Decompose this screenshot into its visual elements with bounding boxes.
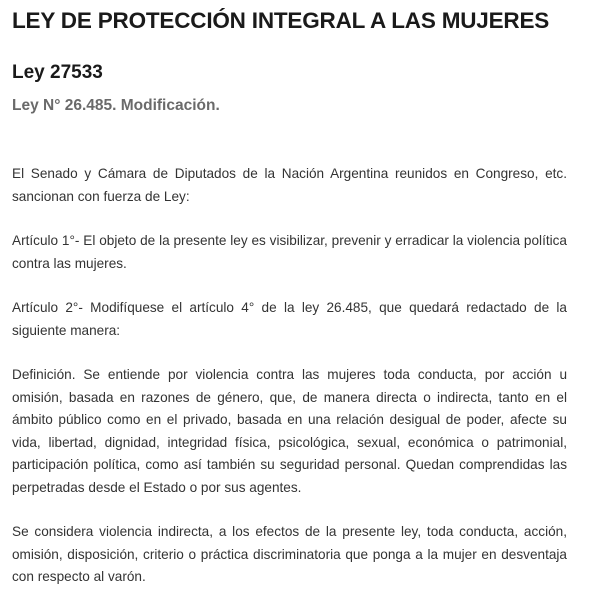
- page-title: LEY DE PROTECCIÓN INTEGRAL A LAS MUJERES: [12, 8, 550, 33]
- law-body: [12, 163, 567, 611]
- definition-paragraph: Definición. Se entiende por violencia contra las mujeres toda conducta, por acción u omisión, basada en razones de género, que, de manera directa o indirecta, tanto en el ámbito público como en el privado, basada en una relación desigual de poder, afecte su vida, libertad, dignidad, integridad física, psicológica, sexual, económica o patrimonial, participación política, como así también su seguridad personal. Quedan comprendidas las perpetradas desde el Estado o por sus agentes.: [12, 367, 567, 495]
- law-number-heading: Ley 27533: [12, 62, 103, 83]
- article-1-paragraph: Artículo 1°- El objeto de la presente ley es visibilizar, prevenir y erradicar la violencia política contra las mujeres.: [12, 233, 567, 271]
- indirect-violence-paragraph: Se considera violencia indirecta, a los efectos de la presente ley, toda conducta, acción, omisión, disposición, criterio o práctica discriminatoria que ponga a la mujer en desventaja con respecto al varón.: [12, 524, 567, 584]
- preamble-paragraph: El Senado y Cámara de Diputados de la Nación Argentina reunidos en Congreso, etc. sancionan con fuerza de Ley:: [12, 166, 567, 204]
- law-subtitle: Ley N° 26.485. Modificación.: [12, 97, 220, 114]
- article-2-paragraph: Artículo 2°- Modifíquese el artículo 4° de la ley 26.485, que quedará redactado de la siguiente manera:: [12, 300, 567, 338]
